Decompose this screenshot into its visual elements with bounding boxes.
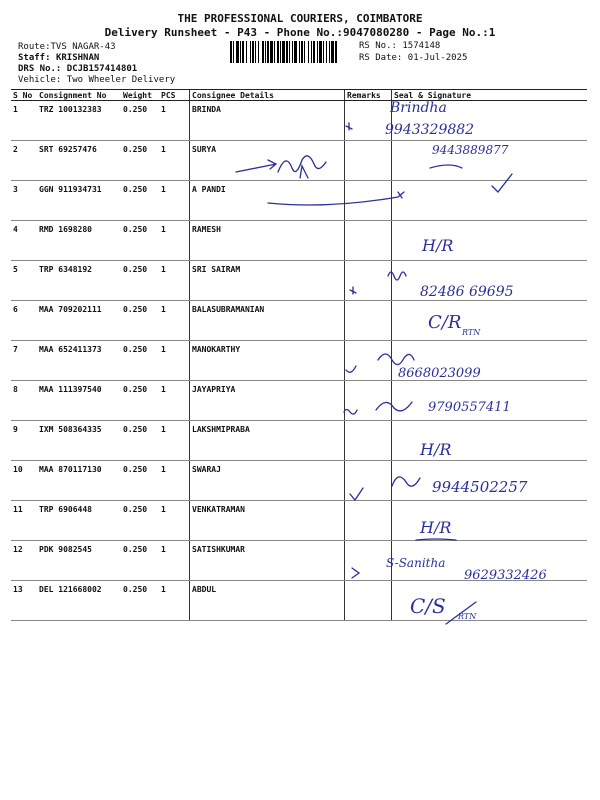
cell-sno: 12 [11,541,37,581]
cell-weight: 0.250 [121,181,159,221]
remark-mark-7 [346,366,356,372]
vehicle-value: Two Wheeler Delivery [66,75,176,85]
cell-pcs: 1 [159,101,190,141]
cell-sno: 11 [11,501,37,541]
cell-weight: 0.250 [121,501,159,541]
remark-mark-8 [344,410,357,415]
cell-sno: 2 [11,141,37,181]
cell-weight: 0.250 [121,461,159,501]
cell-consignment-no: DEL 121668002 [37,581,121,621]
rs-no-label: RS No.: [359,41,397,51]
remark-mark-10 [350,488,363,500]
handwritten-phone-5: 82486 69695 [420,284,514,300]
col-header-pcs: PCS [159,90,190,101]
cell-consignee: VENKATRAMAN [190,501,345,541]
cell-pcs: 1 [159,141,190,181]
cell-consignment-no: SRT 69257476 [37,141,121,181]
cell-consignee: A PANDI [190,181,345,221]
cell-sno: 9 [11,421,37,461]
col-header-seal: Seal & Signature [392,90,588,101]
underline-row-11 [416,539,456,540]
cell-consignment-no: GGN 911934731 [37,181,121,221]
col-header-consignee: Consignee Details [190,90,345,101]
signature-scribble-5 [388,272,406,280]
cell-sno: 7 [11,341,37,381]
staff-value: KRISHNAN [55,53,100,63]
cell-consignee: LAKSHMIPRABA [190,421,345,461]
cell-consignee: RAMESH [190,221,345,261]
col-header-sno: S No [11,90,37,101]
signature-date-2 [300,166,308,178]
handwritten-phone-1: 9943329882 [385,122,475,138]
cell-consignment-no: TRZ 100132383 [37,101,121,141]
cell-sno: 4 [11,221,37,261]
cell-sno: 10 [11,461,37,501]
cell-pcs: 1 [159,381,190,421]
cell-consignment-no: TRP 6348192 [37,261,121,301]
rs-date-value: 01-Jul-2025 [407,53,468,63]
tick-row-3 [492,174,512,192]
arrow-row-3 [268,192,404,205]
cell-consignee: BALASUBRAMANIAN [190,301,345,341]
handwritten-rtn-13: RTN [458,612,477,621]
col-header-consignment: Consignment No [37,90,121,101]
cell-weight: 0.250 [121,301,159,341]
cell-pcs: 1 [159,221,190,261]
handwritten-phone-8: 9790557411 [428,400,511,415]
signature-scribble-8 [376,402,412,411]
cell-consignment-no: RMD 1698280 [37,221,121,261]
handwritten-name-12: S-Sanitha [386,556,446,570]
cell-pcs: 1 [159,181,190,221]
cell-sno: 8 [11,381,37,421]
cell-pcs: 1 [159,261,190,301]
handwritten-phone-7: 8668023099 [398,366,481,381]
cell-consignment-no: MAA 652411373 [37,341,121,381]
staff-label: Staff: [18,53,51,63]
route-label: Route: [18,42,51,52]
cell-consignee: SWARAJ [190,461,345,501]
handwritten-phone-2: 9443889877 [432,143,509,157]
col-header-weight: Weight [121,90,159,101]
cell-consignee: SATISHKUMAR [190,541,345,581]
runsheet-subtitle: Delivery Runsheet - P43 - Phone No.:9047080280 - Page No.:1 [104,26,496,39]
handwritten-phone-10: 9944502257 [432,478,528,496]
cell-sno: 3 [11,181,37,221]
cell-weight: 0.250 [121,261,159,301]
cell-pcs: 1 [159,581,190,621]
drs-label: DRS No.: [18,64,62,74]
handwritten-hr-9: H/R [420,440,452,459]
handwritten-cr-6: C/R [428,312,462,333]
cell-sno: 5 [11,261,37,301]
cell-pcs: 1 [159,541,190,581]
cell-consignee: JAYAPRIYA [190,381,345,421]
cell-consignment-no: MAA 709202111 [37,301,121,341]
cell-sno: 6 [11,301,37,341]
cell-weight: 0.250 [121,381,159,421]
cell-weight: 0.250 [121,541,159,581]
handwritten-name-1: Brindha [390,100,447,116]
cell-consignee: ABDUL [190,581,345,621]
signature-scribble-7 [378,354,414,365]
cell-consignee: SRI SAIRAM [190,261,345,301]
cell-weight: 0.250 [121,101,159,141]
cell-pcs: 1 [159,421,190,461]
handwritten-phone-12: 9629332426 [464,568,547,583]
remark-mark-12 [352,568,359,578]
route-value: TVS NAGAR-43 [50,42,116,52]
cell-pcs: 1 [159,461,190,501]
cell-weight: 0.250 [121,421,159,461]
cell-consignment-no: MAA 111397540 [37,381,121,421]
cell-weight: 0.250 [121,141,159,181]
cell-pcs: 1 [159,501,190,541]
cell-consignment-no: MAA 870117130 [37,461,121,501]
remark-mark-5 [350,287,356,294]
cell-sno: 13 [11,581,37,621]
cell-weight: 0.250 [121,341,159,381]
cell-consignment-no: IXM 508364335 [37,421,121,461]
col-header-remarks: Remarks [345,90,392,101]
arrow-row-2 [236,160,276,172]
company-title: THE PROFESSIONAL COURIERS, COIMBATORE [177,12,423,25]
cell-consignment-no: PDK 9082545 [37,541,121,581]
cell-weight: 0.250 [121,581,159,621]
rs-date-label: RS Date: [359,53,403,63]
cell-consignment-no: TRP 6906448 [37,501,121,541]
drs-value: DCJB157414801 [66,64,138,74]
remark-mark-1 [346,123,352,130]
cell-weight: 0.250 [121,221,159,261]
cell-consignee: BRINDA [190,101,345,141]
cell-consignee: SURYA [190,141,345,181]
cell-pcs: 1 [159,341,190,381]
vehicle-label: Vehicle: [18,75,62,85]
signature-scribble-10 [392,477,420,486]
cell-consignee: MANOKARTHY [190,341,345,381]
handwritten-cs-13: C/S [410,594,446,618]
slash-row-13 [446,602,476,624]
signature-scribble-3 [430,165,462,168]
cell-pcs: 1 [159,301,190,341]
handwritten-rtn-6: RTN [462,328,481,337]
cell-sno: 1 [11,101,37,141]
rs-no-value: 1574148 [402,41,441,51]
handwritten-hr-11: H/R [420,518,452,537]
handwritten-hr-4: H/R [422,236,454,255]
